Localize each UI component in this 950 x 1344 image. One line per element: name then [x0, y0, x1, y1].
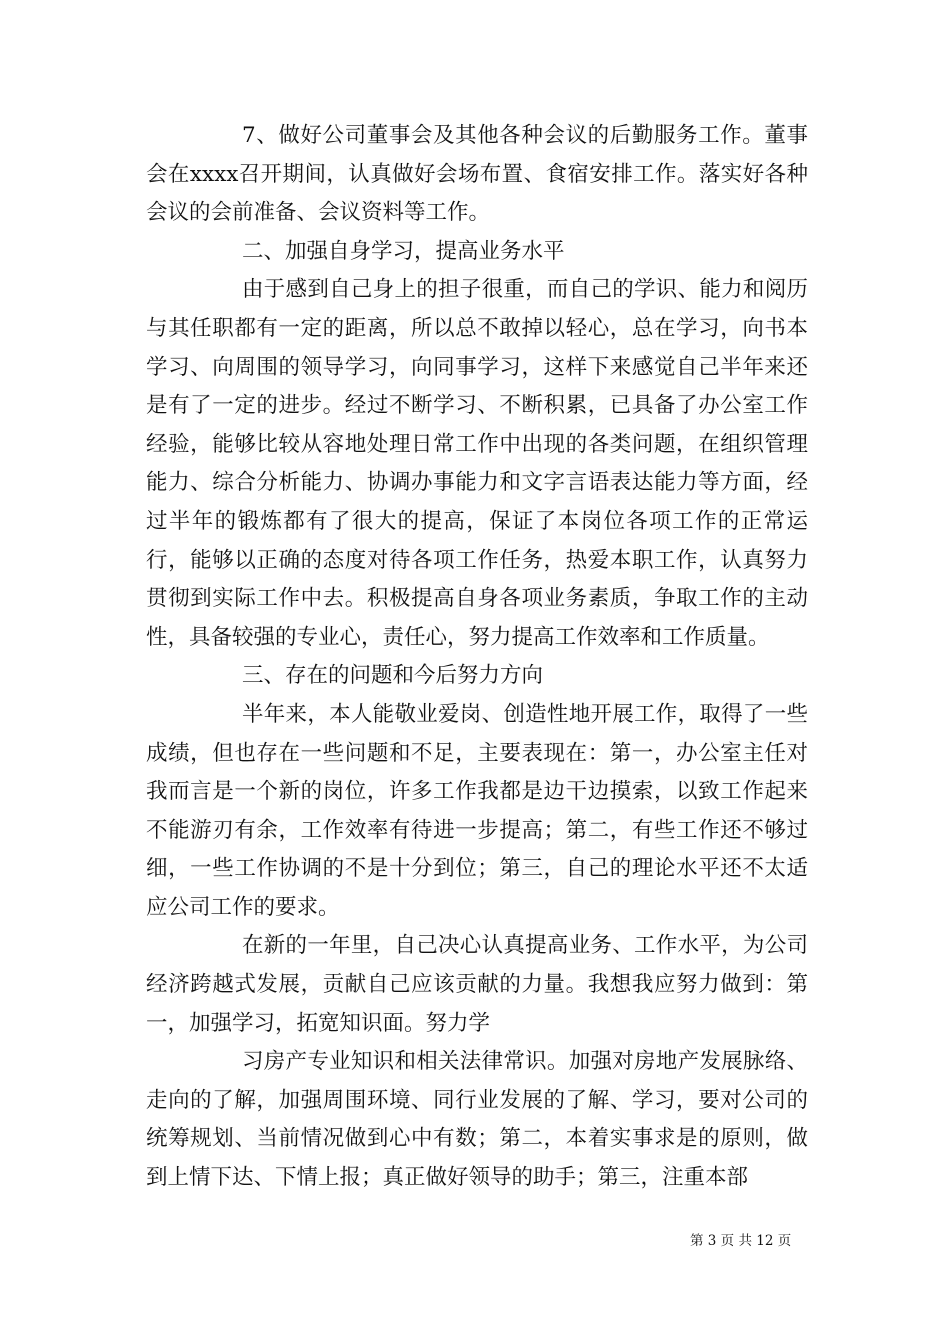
paragraph-problems: 半年来，本人能敬业爱岗、创造性地开展工作，取得了一些成绩，但也存在一些问题和不足，主要表现在：第一，办公室主任对我而言是一个新的岗位，许多工作我都是边干边摸索，以致工作起来不能游刃有余，工作效率有待进一步提高；第二，有些工作还不够过细，一些工作协调的不是十分到位；第三，自己的理论水平还不太适应公司工作的要求。	[146, 701, 808, 920]
paragraph-meeting-services: 7、做好公司董事会及其他各种会议的后勤服务工作。董事会在xxxx召开期间，认真做好会场布置、食宿安排工作。落实好各种会议的会前准备、会议资料等工作。	[146, 123, 808, 226]
paragraph-new-year-plan: 在新的一年里，自己决心认真提高业务、工作水平，为公司经济跨越式发展，贡献自己应该贡献的力量。我想我应努力做到：第一，加强学习，拓宽知识面。努力学	[146, 933, 808, 1036]
document-body	[146, 117, 808, 1198]
page-number-footer: 第 3 页 共 12 页	[690, 1233, 792, 1249]
section-heading-self-study: 二、加强自身学习，提高业务水平	[242, 238, 565, 264]
paragraph-study-plan: 习房产专业知识和相关法律常识。加强对房地产发展脉络、走向的了解，加强周围环境、同行业发展的了解、学习，要对公司的统筹规划、当前情况做到心中有数；第二，本着实事求是的原则，做到上情下达、下情上报；真正做好领导的助手；第三，注重本部	[146, 1049, 808, 1191]
paragraph-self-study: 由于感到自己身上的担子很重，而自己的学识、能力和阅历与其任职都有一定的距离，所以总不敢掉以轻心，总在学习，向书本学习、向周围的领导学习，向同事学习，这样下来感觉自己半年来还是有了一定的进步。经过不断学习、不断积累，已具备了办公室工作经验，能够比较从容地处理日常工作中出现的各类问题，在组织管理能力、综合分析能力、协调办事能力和文字言语表达能力等方面，经过半年的锻炼都有了很大的提高，保证了本岗位各项工作的正常运行，能够以正确的态度对待各项工作任务，热爱本职工作，认真努力贯彻到实际工作中去。积极提高自身各项业务素质，争取工作的主动性，具备较强的专业心，责任心，努力提高工作效率和工作质量。	[146, 277, 808, 650]
section-heading-problems: 三、存在的问题和今后努力方向	[242, 663, 544, 689]
